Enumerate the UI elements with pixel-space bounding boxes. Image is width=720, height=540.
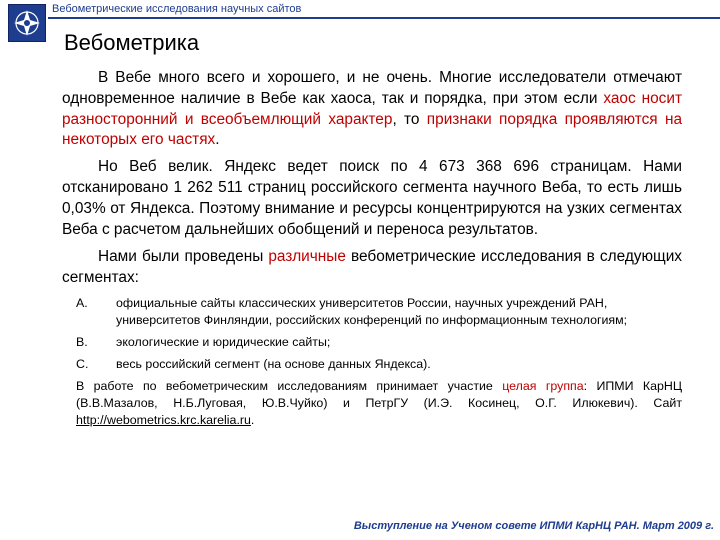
list-item-text: экологические и юридические сайты; — [116, 334, 331, 349]
logo-star-icon — [9, 5, 45, 41]
slide-body — [62, 68, 682, 429]
list-item-text: официальные сайты классических университетов России, научных учреждений РАН, университетов Финляндии, российских конференций по информационным технологиям; — [116, 295, 628, 327]
paragraph-text: . — [250, 412, 255, 427]
footer-caption: Выступление на Ученом совете ИПМИ КарНЦ РАН. Март 2009 г. — [353, 520, 714, 532]
header-divider — [48, 17, 720, 19]
paragraph-text: , то — [392, 110, 427, 128]
list-marker: B. — [76, 334, 88, 349]
list-item — [76, 356, 682, 373]
header-title: Вебометрические исследования научных сайтов — [52, 3, 302, 15]
highlight-various: различные — [268, 248, 346, 266]
paragraph-text: . — [215, 131, 220, 149]
paragraph-text: В работе по вебометрическим исследованиям принимает участие — [76, 378, 503, 393]
website-link[interactable]: http://webometrics.krc.karelia.ru — [76, 412, 251, 427]
institute-logo-icon — [8, 4, 46, 42]
paragraph-segments-intro — [62, 247, 682, 289]
paragraph-text: В Вебе много всего и хорошего, и не очень. Многие исследователи отмечают одновременное наличие в Вебе как хаоса, так и порядка, при этом если — [62, 69, 682, 107]
paragraph-text: вебометрические исследования в следующих сегментах: — [62, 248, 682, 287]
list-item — [76, 334, 682, 351]
paragraph-web-size: Но Веб велик. Яндекс ведет поиск по 4 673 368 696 страницам. Нами отсканировано 1 262 511 страниц российского сегмента научного Веба, то есть лишь 0,03% от Яндекса. Поэтому внимание и ресурсы концентрируются на узких сегментах Веба с расчетом дальнейших обобщений и переноса результатов. — [62, 158, 682, 238]
highlight-group: целая группа — [502, 378, 584, 393]
highlight-chaos: хаос носит разносторонний и всеобъемлющий характер — [62, 89, 682, 128]
list-marker: C. — [76, 356, 89, 371]
segments-list — [76, 295, 682, 373]
paragraph-text: : ИПМИ КарНЦ (В.В.Мазалов, Н.Б.Луговая, Ю.В.Чуйко) и ПетрГУ (И.Э. Косинец, О.Г. Илюкевич). Сайт — [76, 378, 682, 410]
list-item — [76, 295, 682, 329]
header-bar — [0, 0, 720, 19]
paragraph-research-group — [76, 378, 682, 429]
list-marker: A. — [76, 295, 88, 310]
paragraph-text: Нами были проведены — [98, 248, 269, 266]
highlight-order: признаки порядка проявляются на некоторых его частях — [62, 110, 683, 149]
page-title: Вебометрика — [64, 30, 200, 55]
list-item-text: весь российский сегмент (на основе данных Яндекса). — [116, 356, 431, 371]
paragraph-web-chaos-order — [62, 68, 682, 151]
